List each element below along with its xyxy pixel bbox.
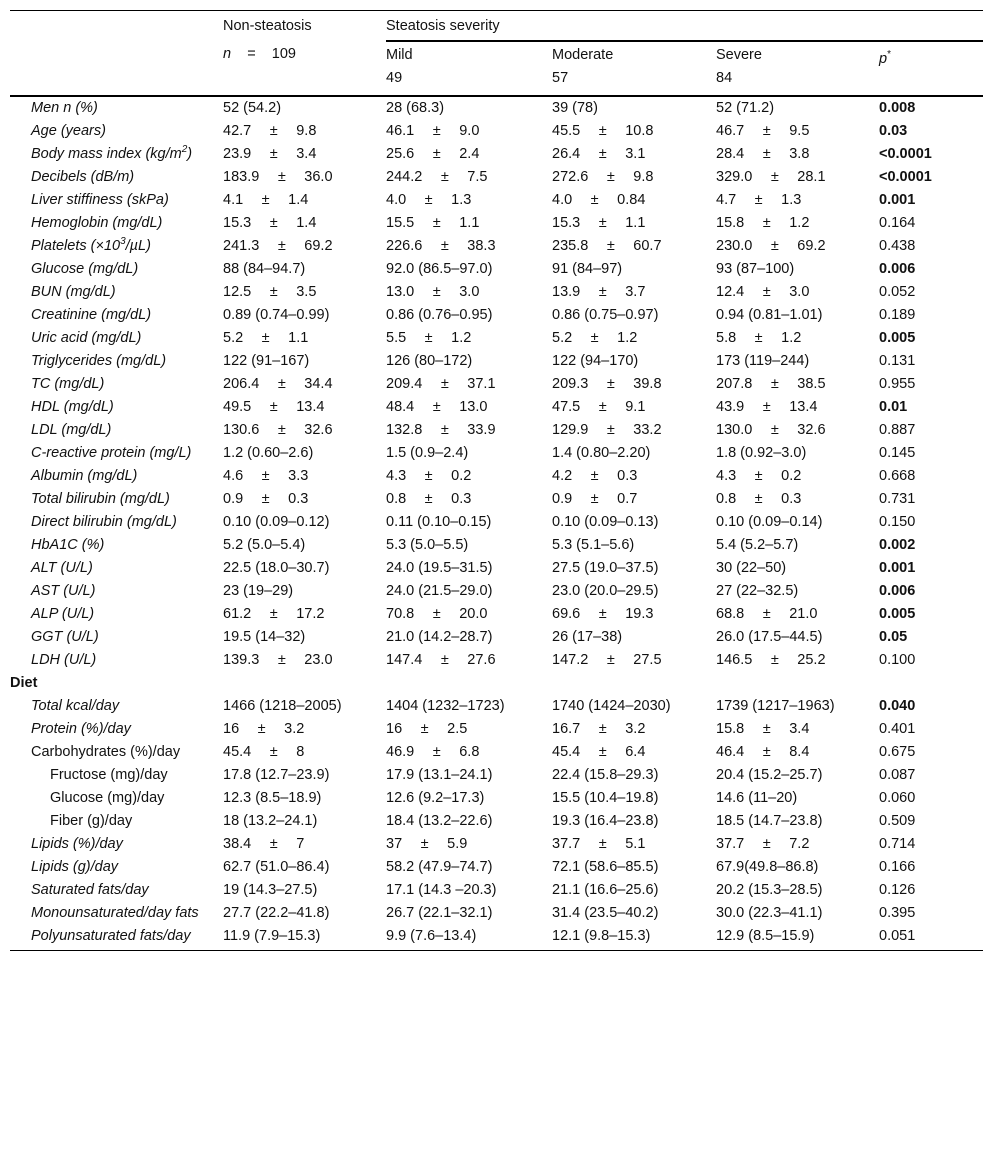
header-steatosis-severity: Steatosis severity [386, 11, 983, 42]
cell-moderate: 129.9 ± 33.2 [552, 422, 662, 438]
cell-p-value: 0.955 [879, 376, 916, 392]
cell-p-value: 0.189 [879, 307, 916, 323]
table-row [10, 419, 983, 442]
cell-severe: 28.4 ± 3.8 [716, 146, 810, 162]
row-label: ALP (U/L) [31, 606, 95, 622]
row-label: Total bilirubin (mg/dL) [31, 491, 170, 507]
cell-mild: 244.2 ± 7.5 [386, 169, 488, 185]
cell-moderate: 4.0 ± 0.84 [552, 192, 646, 208]
row-label: Men n (%) [31, 100, 98, 116]
cell-mild: 0.8 ± 0.3 [386, 491, 472, 507]
cell-p-value: 0.131 [879, 353, 916, 369]
cell-severe: 14.6 (11–20) [716, 790, 798, 806]
row-label: BUN (mg/dL) [31, 284, 116, 300]
row-label: Body mass index $(kg/m^2)$ [31, 144, 193, 162]
table-row [10, 810, 983, 833]
table-row [10, 373, 983, 396]
table-row [10, 925, 983, 951]
table-row [10, 488, 983, 511]
cell-moderate: 1.4 (0.80–2.20) [552, 445, 651, 461]
header-mild: Mild [386, 47, 413, 63]
cell-p-value: 0.401 [879, 721, 916, 737]
row-label: Fiber (g)/day [50, 813, 133, 829]
cell-mild: 5.5 ± 1.2 [386, 330, 472, 346]
row-label: Saturated fats/day [31, 882, 149, 898]
cell-moderate: 69.6 ± 19.3 [552, 606, 654, 622]
cell-severe: 0.94 (0.81–1.01) [716, 307, 823, 323]
header-mild-n: 49 [386, 69, 552, 96]
cell-non-steatosis: 0.10 (0.09–0.12) [223, 514, 330, 530]
cell-mild: 15.5 ± 1.1 [386, 215, 480, 231]
cell-moderate: 21.1 (16.6–25.6) [552, 882, 659, 898]
cell-non-steatosis: 130.6 ± 32.6 [223, 422, 333, 438]
cell-severe: 173 (119–244) [716, 353, 810, 369]
cell-p-value: 0.166 [879, 859, 916, 875]
cell-severe: 18.5 (14.7–23.8) [716, 813, 823, 829]
cell-severe: 1.8 (0.92–3.0) [716, 445, 807, 461]
cell-mild: 209.4 ± 37.1 [386, 376, 496, 392]
cell-severe: 43.9 ± 13.4 [716, 399, 818, 415]
cell-severe: 5.8 ± 1.2 [716, 330, 802, 346]
cell-mild: 58.2 (47.9–74.7) [386, 859, 493, 875]
row-label: Decibels (dB/m) [31, 169, 135, 185]
row-label: Hemoglobin (mg/dL) [31, 215, 163, 231]
row-label: LDL (mg/dL) [31, 422, 112, 438]
cell-non-steatosis: 38.4 ± 7 [223, 836, 305, 852]
header-severe: Severe [716, 47, 762, 63]
cell-mild: 26.7 (22.1–32.1) [386, 905, 493, 921]
cell-moderate: 39 (78) [552, 100, 598, 116]
cell-severe: 207.8 ± 38.5 [716, 376, 826, 392]
cell-moderate: 47.5 ± 9.1 [552, 399, 646, 415]
row-label: AST (U/L) [31, 583, 96, 599]
cell-p-value: 0.126 [879, 882, 916, 898]
cell-severe: 20.2 (15.3–28.5) [716, 882, 823, 898]
row-label: Platelets $(\times 10^3/\mu L)$ [31, 236, 151, 254]
cell-severe: 12.4 ± 3.0 [716, 284, 810, 300]
cell-p-value: 0.052 [879, 284, 916, 300]
cell-severe: 15.8 ± 3.4 [716, 721, 810, 737]
cell-severe: 146.5 ± 25.2 [716, 652, 826, 668]
header-n: n = 109 [223, 46, 296, 62]
table-row [10, 833, 983, 856]
row-label: LDH (U/L) [31, 652, 97, 668]
cell-severe: 30.0 (22.3–41.1) [716, 905, 823, 921]
cell-mild: 147.4 ± 27.6 [386, 652, 496, 668]
cell-moderate: 5.2 ± 1.2 [552, 330, 638, 346]
cell-moderate: 0.10 (0.09–0.13) [552, 514, 659, 530]
cell-severe: 93 (87–100) [716, 261, 795, 277]
cell-mild: 48.4 ± 13.0 [386, 399, 488, 415]
cell-severe: 46.4 ± 8.4 [716, 744, 810, 760]
section-header-diet [10, 672, 983, 695]
cell-mild: 16 ± 2.5 [386, 721, 468, 737]
cell-moderate: 0.86 (0.75–0.97) [552, 307, 659, 323]
cell-moderate: 23.0 (20.0–29.5) [552, 583, 659, 599]
table-row [10, 281, 983, 304]
cell-moderate: 15.5 (10.4–19.8) [552, 790, 659, 806]
cell-p-value: 0.005 [879, 330, 916, 346]
cell-severe: 130.0 ± 32.6 [716, 422, 826, 438]
cell-moderate: 147.2 ± 27.5 [552, 652, 662, 668]
cell-non-steatosis: 206.4 ± 34.4 [223, 376, 333, 392]
cell-mild: 17.1 (14.3 –20.3) [386, 882, 497, 898]
table-row [10, 603, 983, 626]
cell-severe: 26.0 (17.5–44.5) [716, 629, 823, 645]
cell-p-value: 0.145 [879, 445, 916, 461]
cell-moderate: 19.3 (16.4–23.8) [552, 813, 659, 829]
cell-p-value: 0.006 [879, 261, 916, 277]
header-non-steatosis: Non-steatosis [223, 11, 386, 42]
cell-non-steatosis: 4.6 ± 3.3 [223, 468, 309, 484]
cell-non-steatosis: 19.5 (14–32) [223, 629, 306, 645]
cell-severe: 52 (71.2) [716, 100, 775, 116]
cell-mild: 92.0 (86.5–97.0) [386, 261, 493, 277]
cell-non-steatosis: 27.7 (22.2–41.8) [223, 905, 330, 921]
cell-mild: 9.9 (7.6–13.4) [386, 925, 552, 951]
table-row [10, 120, 983, 143]
cell-non-steatosis: 23 (19–29) [223, 583, 294, 599]
cell-non-steatosis: 139.3 ± 23.0 [223, 652, 333, 668]
cell-p-value: 0.001 [879, 560, 916, 576]
cell-moderate: 22.4 (15.8–29.3) [552, 767, 659, 783]
cell-p-value: 0.03 [879, 123, 908, 139]
cell-moderate: 26 (17–38) [552, 629, 623, 645]
cell-severe: 68.8 ± 21.0 [716, 606, 818, 622]
cell-mild: 13.0 ± 3.0 [386, 284, 480, 300]
cell-non-steatosis: 11.9 (7.9–15.3) [223, 925, 386, 951]
table-row [10, 718, 983, 741]
cell-severe: 46.7 ± 9.5 [716, 123, 810, 139]
section-title: Diet [10, 675, 38, 691]
cell-severe: 4.7 ± 1.3 [716, 192, 802, 208]
cell-moderate: 209.3 ± 39.8 [552, 376, 662, 392]
cell-non-steatosis: 12.5 ± 3.5 [223, 284, 317, 300]
cell-non-steatosis: 49.5 ± 13.4 [223, 399, 325, 415]
row-label: HDL (mg/dL) [31, 399, 114, 415]
cell-p-value: 0.001 [879, 192, 916, 208]
cell-p-value: <0.0001 [879, 146, 932, 162]
cell-mild: 24.0 (19.5–31.5) [386, 560, 493, 576]
cell-p-value: 0.438 [879, 238, 916, 254]
cell-mild: 4.3 ± 0.2 [386, 468, 472, 484]
cell-severe: 5.4 (5.2–5.7) [716, 537, 799, 553]
cell-non-steatosis: 5.2 ± 1.1 [223, 330, 309, 346]
row-label: Fructose (mg)/day [50, 767, 168, 783]
table-row [10, 235, 983, 258]
cell-non-steatosis: 61.2 ± 17.2 [223, 606, 325, 622]
header-p: p* [879, 49, 891, 67]
table-row [10, 787, 983, 810]
cell-p-value: 0.05 [879, 629, 908, 645]
cell-non-steatosis: 241.3 ± 69.2 [223, 238, 333, 254]
cell-p-value: 0.714 [879, 836, 916, 852]
table-row [10, 741, 983, 764]
table-row [10, 557, 983, 580]
cell-non-steatosis: 45.4 ± 8 [223, 744, 305, 760]
cell-severe: 4.3 ± 0.2 [716, 468, 802, 484]
cell-mild: 46.9 ± 6.8 [386, 744, 480, 760]
table-row [10, 626, 983, 649]
cell-moderate: 272.6 ± 9.8 [552, 169, 654, 185]
cell-moderate: 37.7 ± 5.1 [552, 836, 646, 852]
cell-non-steatosis: 88 (84–94.7) [223, 261, 306, 277]
steatosis-table [10, 10, 983, 951]
table-row [10, 879, 983, 902]
cell-severe: 0.10 (0.09–0.14) [716, 514, 823, 530]
header-row-1 [10, 11, 983, 42]
cell-mild: 25.6 ± 2.4 [386, 146, 480, 162]
cell-p-value: 0.01 [879, 399, 908, 415]
cell-mild: 4.0 ± 1.3 [386, 192, 472, 208]
row-label: Age (years) [31, 123, 106, 139]
cell-moderate: 16.7 ± 3.2 [552, 721, 646, 737]
cell-non-steatosis: 4.1 ± 1.4 [223, 192, 309, 208]
cell-severe: 0.8 ± 0.3 [716, 491, 802, 507]
row-label: ALT (U/L) [31, 560, 93, 576]
cell-non-steatosis: 5.2 (5.0–5.4) [223, 537, 306, 553]
header-row-3 [10, 69, 983, 96]
cell-mild: 1.5 (0.9–2.4) [386, 445, 469, 461]
cell-p-value: 0.040 [879, 698, 916, 714]
cell-non-steatosis: 17.8 (12.7–23.9) [223, 767, 330, 783]
cell-p-value: 0.100 [879, 652, 916, 668]
table-row [10, 96, 983, 120]
cell-mild: 5.3 (5.0–5.5) [386, 537, 469, 553]
table-row [10, 511, 983, 534]
table-row [10, 350, 983, 373]
cell-non-steatosis: 0.9 ± 0.3 [223, 491, 309, 507]
row-label: Albumin (mg/dL) [31, 468, 138, 484]
table-row [10, 304, 983, 327]
cell-mild: 24.0 (21.5–29.0) [386, 583, 493, 599]
cell-moderate: 13.9 ± 3.7 [552, 284, 646, 300]
row-label: Creatinine (mg/dL) [31, 307, 152, 323]
row-label: Polyunsaturated fats/day [10, 925, 223, 951]
table-row [10, 534, 983, 557]
row-label: Glucose (mg/dL) [31, 261, 139, 277]
cell-non-steatosis: 16 ± 3.2 [223, 721, 305, 737]
cell-moderate: 45.5 ± 10.8 [552, 123, 654, 139]
row-label: Direct bilirubin (mg/dL) [31, 514, 177, 530]
cell-non-steatosis: 0.89 (0.74–0.99) [223, 307, 330, 323]
cell-non-steatosis: 1.2 (0.60–2.6) [223, 445, 314, 461]
cell-non-steatosis: 62.7 (51.0–86.4) [223, 859, 330, 875]
cell-severe: 230.0 ± 69.2 [716, 238, 826, 254]
header-moderate: Moderate [552, 47, 614, 63]
table-row [10, 212, 983, 235]
row-label: Triglycerides (mg/dL) [31, 353, 167, 369]
cell-mild: 37 ± 5.9 [386, 836, 468, 852]
cell-mild: 46.1 ± 9.0 [386, 123, 480, 139]
row-label: Lipids (g)/day [31, 859, 119, 875]
cell-non-steatosis: 22.5 (18.0–30.7) [223, 560, 330, 576]
cell-mild: 12.6 (9.2–17.3) [386, 790, 485, 806]
cell-p-value: 0.164 [879, 215, 916, 231]
cell-p-value: 0.509 [879, 813, 916, 829]
table-row [10, 465, 983, 488]
table-row [10, 166, 983, 189]
row-label: Carbohydrates (%)/day [31, 744, 181, 760]
cell-p-value: 0.060 [879, 790, 916, 806]
cell-mild: 0.11 (0.10–0.15) [386, 514, 492, 530]
table-row [10, 396, 983, 419]
cell-non-steatosis: 23.9 ± 3.4 [223, 146, 317, 162]
cell-severe: 20.4 (15.2–25.7) [716, 767, 823, 783]
cell-severe: 12.9 (8.5–15.9) [716, 925, 879, 951]
cell-p-value: 0.675 [879, 744, 916, 760]
row-label: Uric acid (mg/dL) [31, 330, 142, 346]
cell-moderate: 235.8 ± 60.7 [552, 238, 662, 254]
cell-moderate: 15.3 ± 1.1 [552, 215, 646, 231]
row-label: Monounsaturated/day fats [31, 905, 199, 921]
table-row [10, 649, 983, 672]
table-row [10, 258, 983, 281]
table-row [10, 695, 983, 718]
row-label: C-reactive protein (mg/L) [31, 445, 192, 461]
row-label: GGT (U/L) [31, 629, 99, 645]
cell-p-value: 0.005 [879, 606, 916, 622]
table-row [10, 764, 983, 787]
cell-moderate: 91 (84–97) [552, 261, 623, 277]
cell-moderate: 12.1 (9.8–15.3) [552, 925, 716, 951]
row-label: Protein (%)/day [31, 721, 131, 737]
table-container [10, 10, 983, 951]
cell-moderate: 27.5 (19.0–37.5) [552, 560, 659, 576]
cell-p-value: 0.887 [879, 422, 916, 438]
cell-mild: 0.86 (0.76–0.95) [386, 307, 493, 323]
table-row [10, 902, 983, 925]
table-body [10, 96, 983, 951]
cell-severe: 37.7 ± 7.2 [716, 836, 810, 852]
header-moderate-n: 57 [552, 69, 716, 96]
cell-non-steatosis: 12.3 (8.5–18.9) [223, 790, 322, 806]
cell-moderate: 4.2 ± 0.3 [552, 468, 638, 484]
table-row [10, 143, 983, 166]
row-label: Total kcal/day [31, 698, 120, 714]
cell-moderate: 45.4 ± 6.4 [552, 744, 646, 760]
cell-non-steatosis: 19 (14.3–27.5) [223, 882, 318, 898]
table-row [10, 189, 983, 212]
cell-mild: 17.9 (13.1–24.1) [386, 767, 493, 783]
cell-p-value: 0.006 [879, 583, 916, 599]
table-row [10, 856, 983, 879]
row-label: HbA1C (%) [31, 537, 105, 553]
cell-p-value: 0.008 [879, 100, 916, 116]
cell-moderate: 31.4 (23.5–40.2) [552, 905, 659, 921]
cell-mild: 226.6 ± 38.3 [386, 238, 496, 254]
cell-non-steatosis: 183.9 ± 36.0 [223, 169, 333, 185]
cell-mild: 18.4 (13.2–22.6) [386, 813, 493, 829]
cell-p-value: 0.087 [879, 767, 916, 783]
cell-non-steatosis: 122 (91–167) [223, 353, 310, 369]
header-row-2 [10, 41, 983, 69]
cell-mild: 28 (68.3) [386, 100, 445, 116]
cell-non-steatosis: 52 (54.2) [223, 100, 282, 116]
cell-p-value: 0.002 [879, 537, 916, 553]
cell-severe: 30 (22–50) [716, 560, 787, 576]
row-label: Lipids (%)/day [31, 836, 123, 852]
cell-non-steatosis: 1466 (1218–2005) [223, 698, 342, 714]
table-row [10, 580, 983, 603]
cell-p-value: 0.731 [879, 491, 916, 507]
cell-non-steatosis: 42.7 ± 9.8 [223, 123, 317, 139]
cell-mild: 21.0 (14.2–28.7) [386, 629, 493, 645]
header-severe-n: 84 [716, 69, 879, 96]
cell-mild: 1404 (1232–1723) [386, 698, 505, 714]
cell-moderate: 72.1 (58.6–85.5) [552, 859, 659, 875]
cell-severe: 15.8 ± 1.2 [716, 215, 810, 231]
cell-severe: 329.0 ± 28.1 [716, 169, 826, 185]
row-label: Liver stiffiness (skPa) [31, 192, 169, 208]
cell-p-value: 0.668 [879, 468, 916, 484]
cell-p-value: 0.150 [879, 514, 916, 530]
cell-p-value: <0.0001 [879, 169, 932, 185]
cell-moderate: 122 (94–170) [552, 353, 639, 369]
table-row [10, 442, 983, 465]
cell-non-steatosis: 18 (13.2–24.1) [223, 813, 318, 829]
cell-severe: 1739 (1217–1963) [716, 698, 835, 714]
cell-moderate: 26.4 ± 3.1 [552, 146, 646, 162]
cell-severe: 27 (22–32.5) [716, 583, 799, 599]
cell-p-value: 0.051 [879, 925, 983, 951]
cell-mild: 132.8 ± 33.9 [386, 422, 496, 438]
table-row [10, 327, 983, 350]
cell-severe: 67.9(49.8–86.8) [716, 859, 819, 875]
cell-moderate: 5.3 (5.1–5.6) [552, 537, 635, 553]
cell-mild: 126 (80–172) [386, 353, 473, 369]
cell-moderate: 0.9 ± 0.7 [552, 491, 638, 507]
cell-non-steatosis: 15.3 ± 1.4 [223, 215, 317, 231]
cell-moderate: 1740 (1424–2030) [552, 698, 671, 714]
cell-p-value: 0.395 [879, 905, 916, 921]
row-label: TC (mg/dL) [31, 376, 105, 392]
cell-mild: 70.8 ± 20.0 [386, 606, 488, 622]
row-label: Glucose (mg)/day [50, 790, 165, 806]
